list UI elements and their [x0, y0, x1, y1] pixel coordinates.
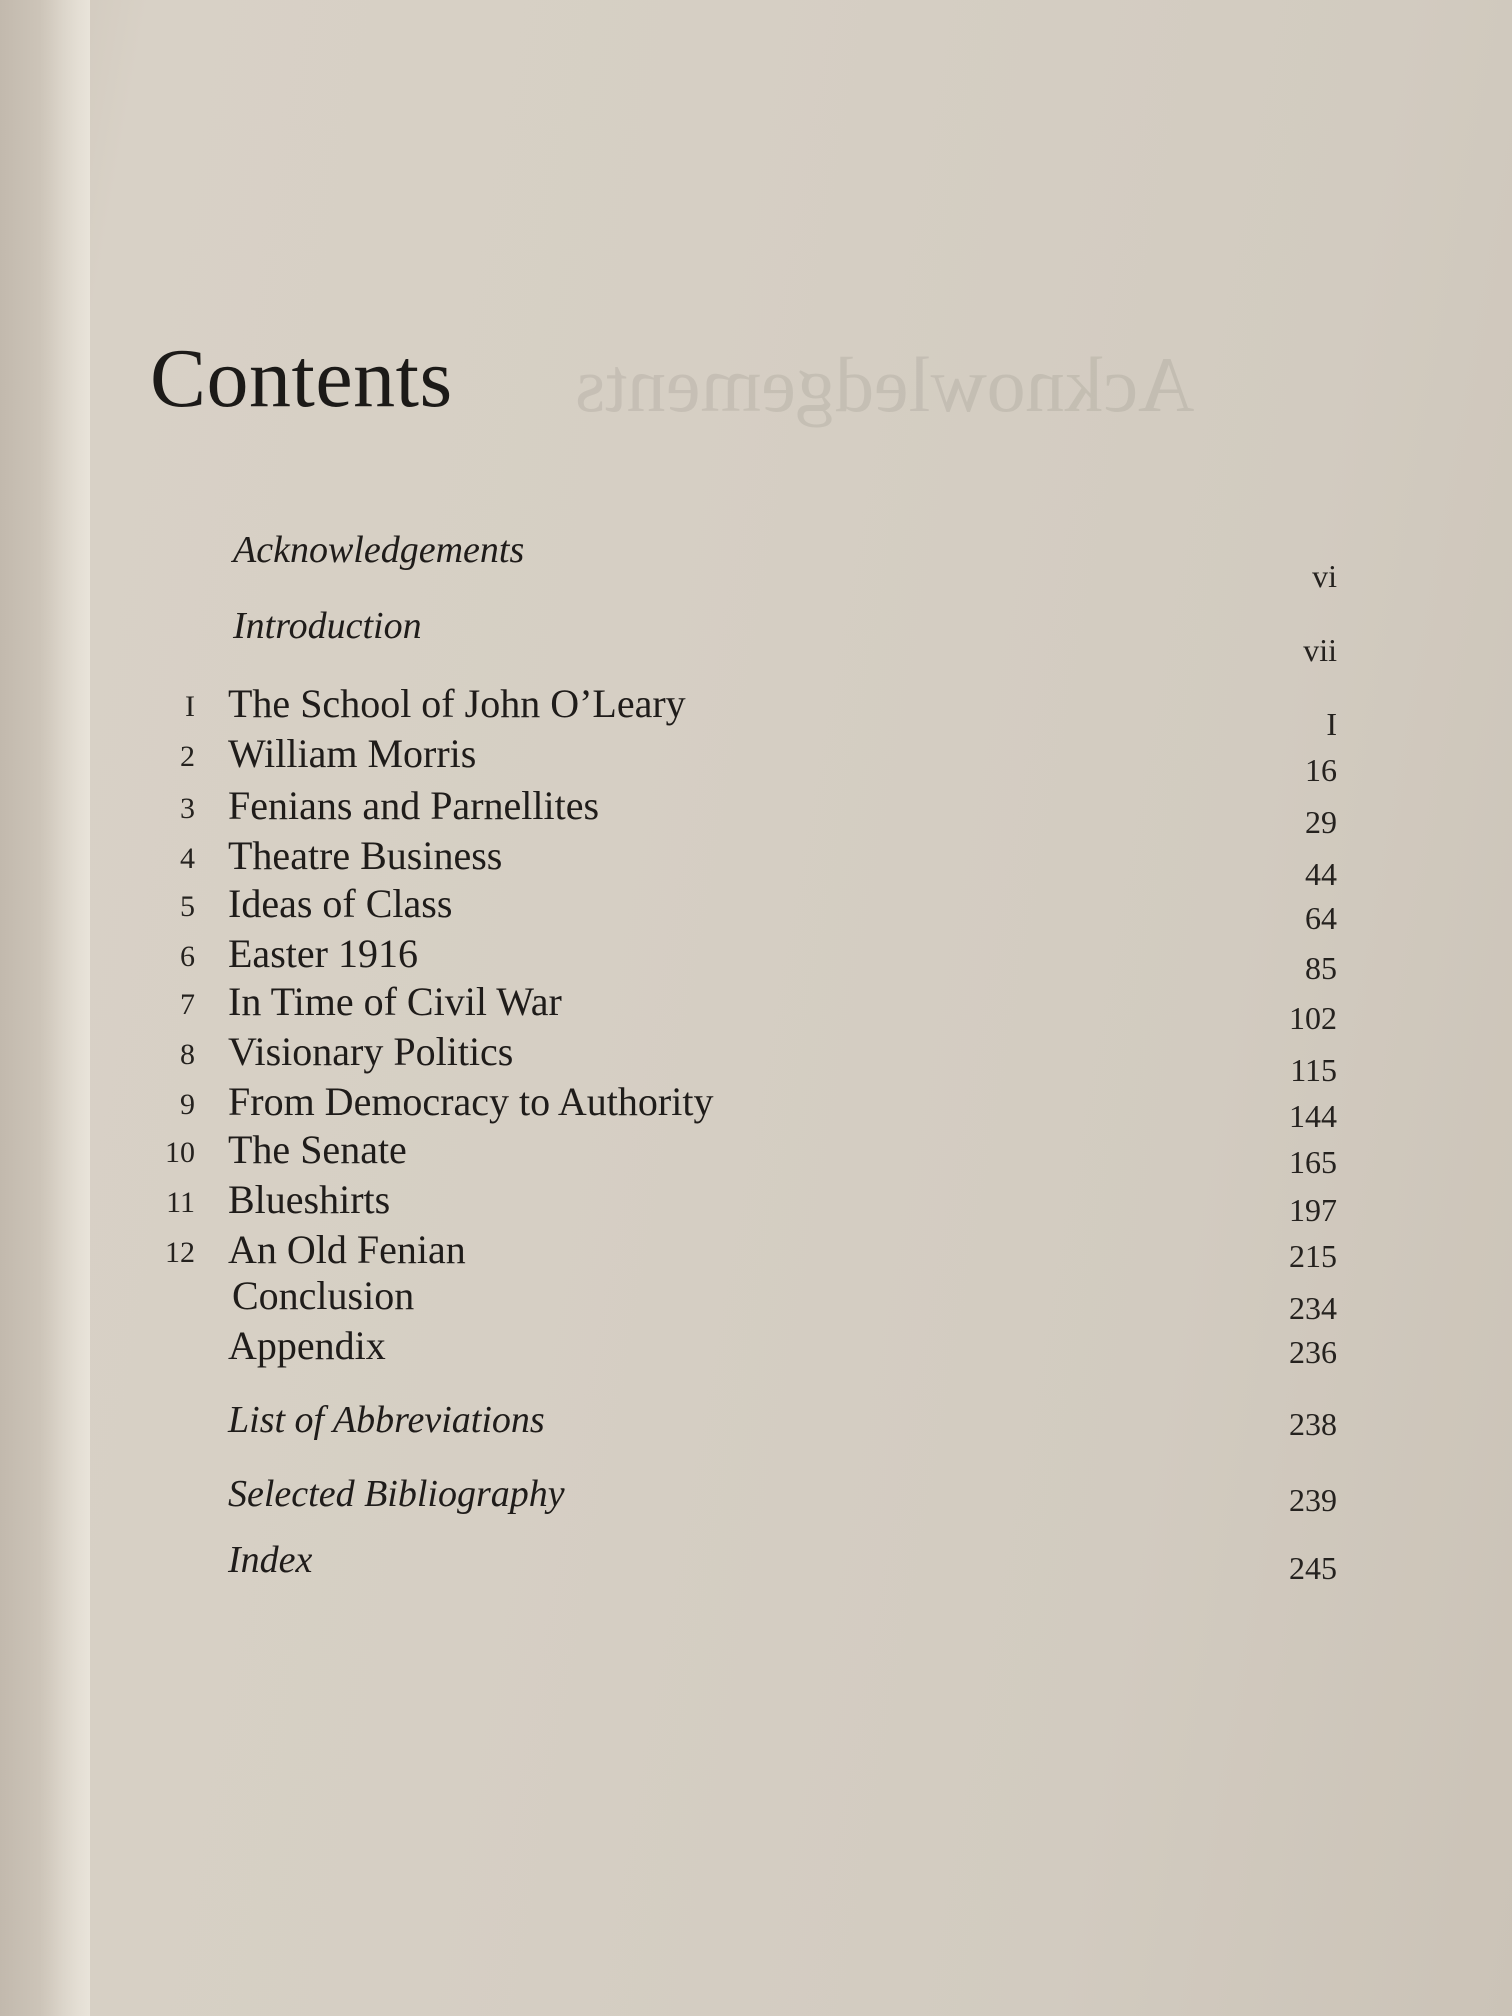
toc-entry-title: William Morris: [228, 731, 477, 776]
toc-entry-number: 5: [180, 890, 195, 923]
toc-entry-number: 10: [165, 1136, 195, 1169]
toc-entry-title: Selected Bibliography: [228, 1473, 565, 1515]
toc-entry-page: 29: [1305, 804, 1337, 840]
toc-entry-page: 239: [1289, 1482, 1337, 1518]
toc-entry-page: 234: [1289, 1290, 1337, 1326]
toc-entry-number: 11: [166, 1186, 195, 1219]
toc-entry-title: Introduction: [233, 605, 422, 647]
toc-entry-page: 236: [1289, 1334, 1337, 1370]
toc-entry-title: Acknowledgements: [233, 529, 525, 571]
toc-entry-title: In Time of Civil War: [228, 979, 562, 1024]
toc-entry-page: 165: [1289, 1144, 1337, 1180]
toc-entry-title: Visionary Politics: [228, 1029, 514, 1074]
show-through-text: Acknowledgements: [575, 341, 1195, 428]
toc-entry-page: vii: [1303, 632, 1337, 668]
toc-entry-title: Index: [228, 1539, 313, 1581]
toc-entry-title: Theatre Business: [228, 833, 503, 878]
toc-entry-page: 64: [1305, 900, 1337, 936]
toc-entry-page: vi: [1312, 558, 1337, 594]
gutter-shadow: [40, 0, 90, 2016]
toc-entry-page: 102: [1289, 1000, 1337, 1036]
toc-entry-title: From Democracy to Authority: [228, 1079, 714, 1124]
toc-entry-number: 8: [180, 1038, 195, 1071]
toc-entry-number: I: [185, 690, 195, 723]
toc-entry-title: List of Abbreviations: [228, 1399, 545, 1441]
toc-entry-page: 144: [1289, 1098, 1337, 1134]
toc-entry-number: 4: [180, 842, 195, 875]
toc-entry-page: 16: [1305, 752, 1337, 788]
toc-entry-page: 245: [1289, 1550, 1337, 1586]
toc-entry-title: Ideas of Class: [228, 881, 453, 926]
toc-entry-number: 9: [180, 1088, 195, 1121]
toc-entry-number: 3: [180, 792, 195, 825]
toc-entry-number: 12: [165, 1236, 195, 1269]
toc-entry-title: An Old Fenian: [228, 1227, 466, 1272]
toc-entry-number: 7: [180, 988, 195, 1021]
toc-entry-page: 115: [1290, 1052, 1337, 1088]
toc-entry-title: Blueshirts: [228, 1177, 391, 1222]
toc-entry-page: 197: [1289, 1192, 1337, 1228]
toc-entry-title: The Senate: [228, 1127, 407, 1172]
toc-entry-page: 215: [1289, 1238, 1337, 1274]
toc-entry-page: I: [1326, 706, 1337, 742]
page-title: Contents: [150, 332, 453, 425]
toc-entry-number: 6: [180, 940, 195, 973]
toc-entry-page: 85: [1305, 950, 1337, 986]
toc-entry-title: Conclusion: [232, 1273, 415, 1318]
toc-entry-title: Fenians and Parnellites: [228, 783, 600, 828]
toc-entry-title: Easter 1916: [228, 931, 418, 976]
toc-entry-number: 2: [180, 740, 195, 773]
toc-entry-page: 44: [1305, 856, 1337, 892]
toc-entry-title: Appendix: [228, 1323, 386, 1368]
toc-entry-page: 238: [1289, 1406, 1337, 1442]
toc-entry-title: The School of John O’Leary: [228, 681, 686, 726]
